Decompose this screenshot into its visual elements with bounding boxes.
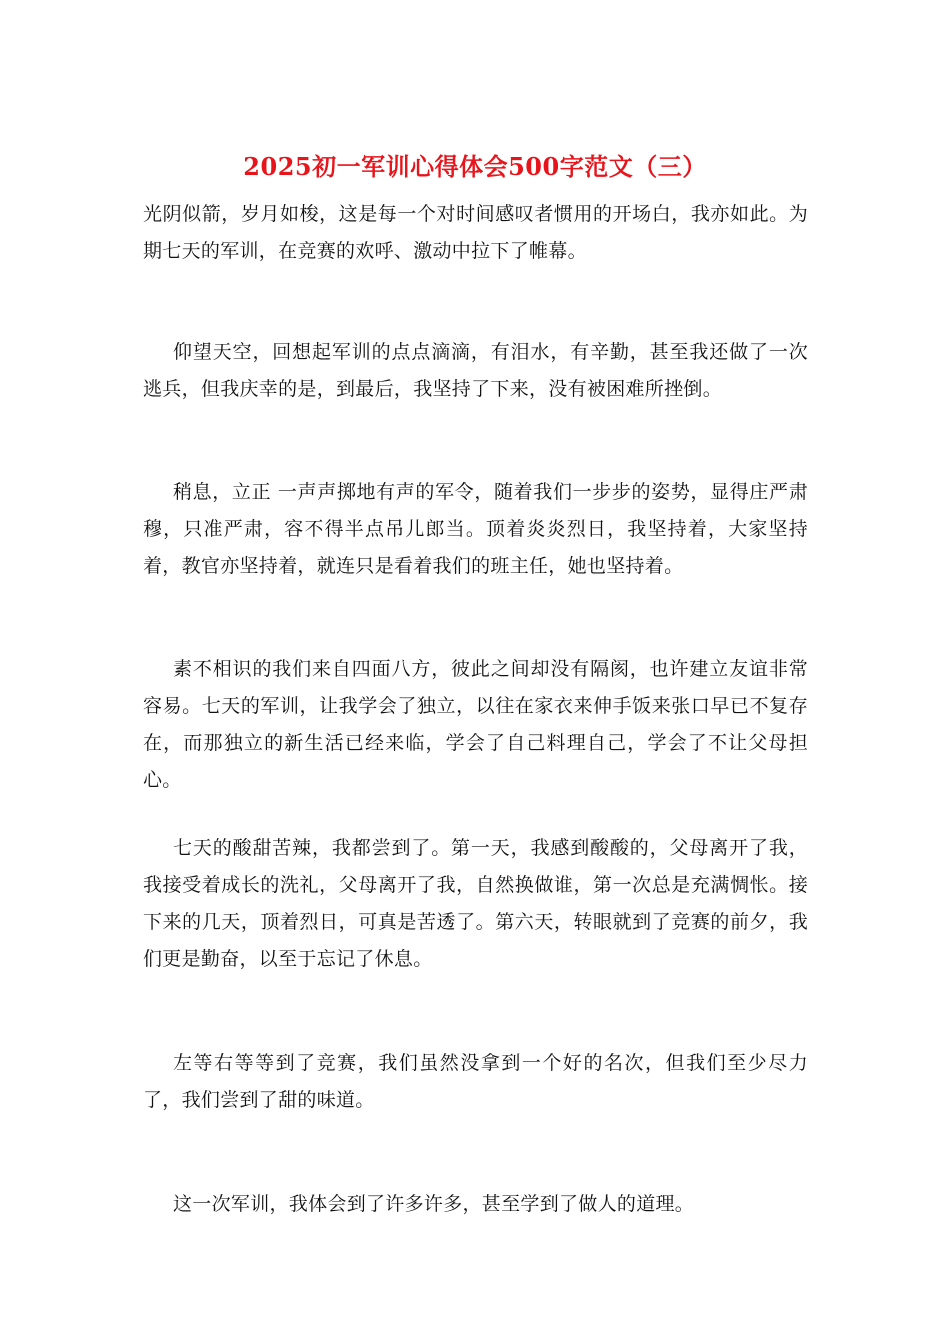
- paragraph-3: 稍息，立正 一声声掷地有声的军令，随着我们一步步的姿势，显得庄严肃穆，只准严肃，容不得半点吊儿郎当。顶着炎炎烈日，我坚持着，大家坚持着，教官亦坚持着，就连只是看着我们的班主任，她也坚持着。: [143, 481, 808, 577]
- paragraph-6: 左等右等等到了竞赛，我们虽然没拿到一个好的名次，但我们至少尽力了，我们尝到了甜的味道。: [143, 1052, 808, 1111]
- paragraph-5: 七天的酸甜苦辣，我都尝到了。第一天，我感到酸酸的，父母离开了我，我接受着成长的洗礼，父母离开了我，自然换做谁，第一次总是充满惆怅。接下来的几天，顶着烈日，可真是苦透了。第六天，转眼就到了竞赛的前夕，我们更是勤奋，以至于忘记了休息。: [143, 837, 808, 970]
- paragraph-7: 这一次军训，我体会到了许多许多，甚至学到了做人的道理。: [173, 1193, 695, 1215]
- paragraph-4: 素不相识的我们来自四面八方，彼此之间却没有隔阂，也许建立友谊非常容易。七天的军训，让我学会了独立，以往在家衣来伸手饭来张口早已不复存在，而那独立的新生活已经来临，学会了自己料理自己，学会了不让父母担心。: [143, 658, 808, 791]
- document-title: 2025初一军训心得体会500字范文（三）: [243, 152, 707, 181]
- paragraph-1: 光阴似箭，岁月如梭，这是每一个对时间感叹者惯用的开场白，我亦如此。为期七天的军训，在竞赛的欢呼、激动中拉下了帷幕。: [143, 203, 808, 262]
- paragraph-2: 仰望天空，回想起军训的点点滴滴，有泪水，有辛勤，甚至我还做了一次逃兵，但我庆幸的是，到最后，我坚持了下来，没有被困难所挫倒。: [143, 341, 808, 400]
